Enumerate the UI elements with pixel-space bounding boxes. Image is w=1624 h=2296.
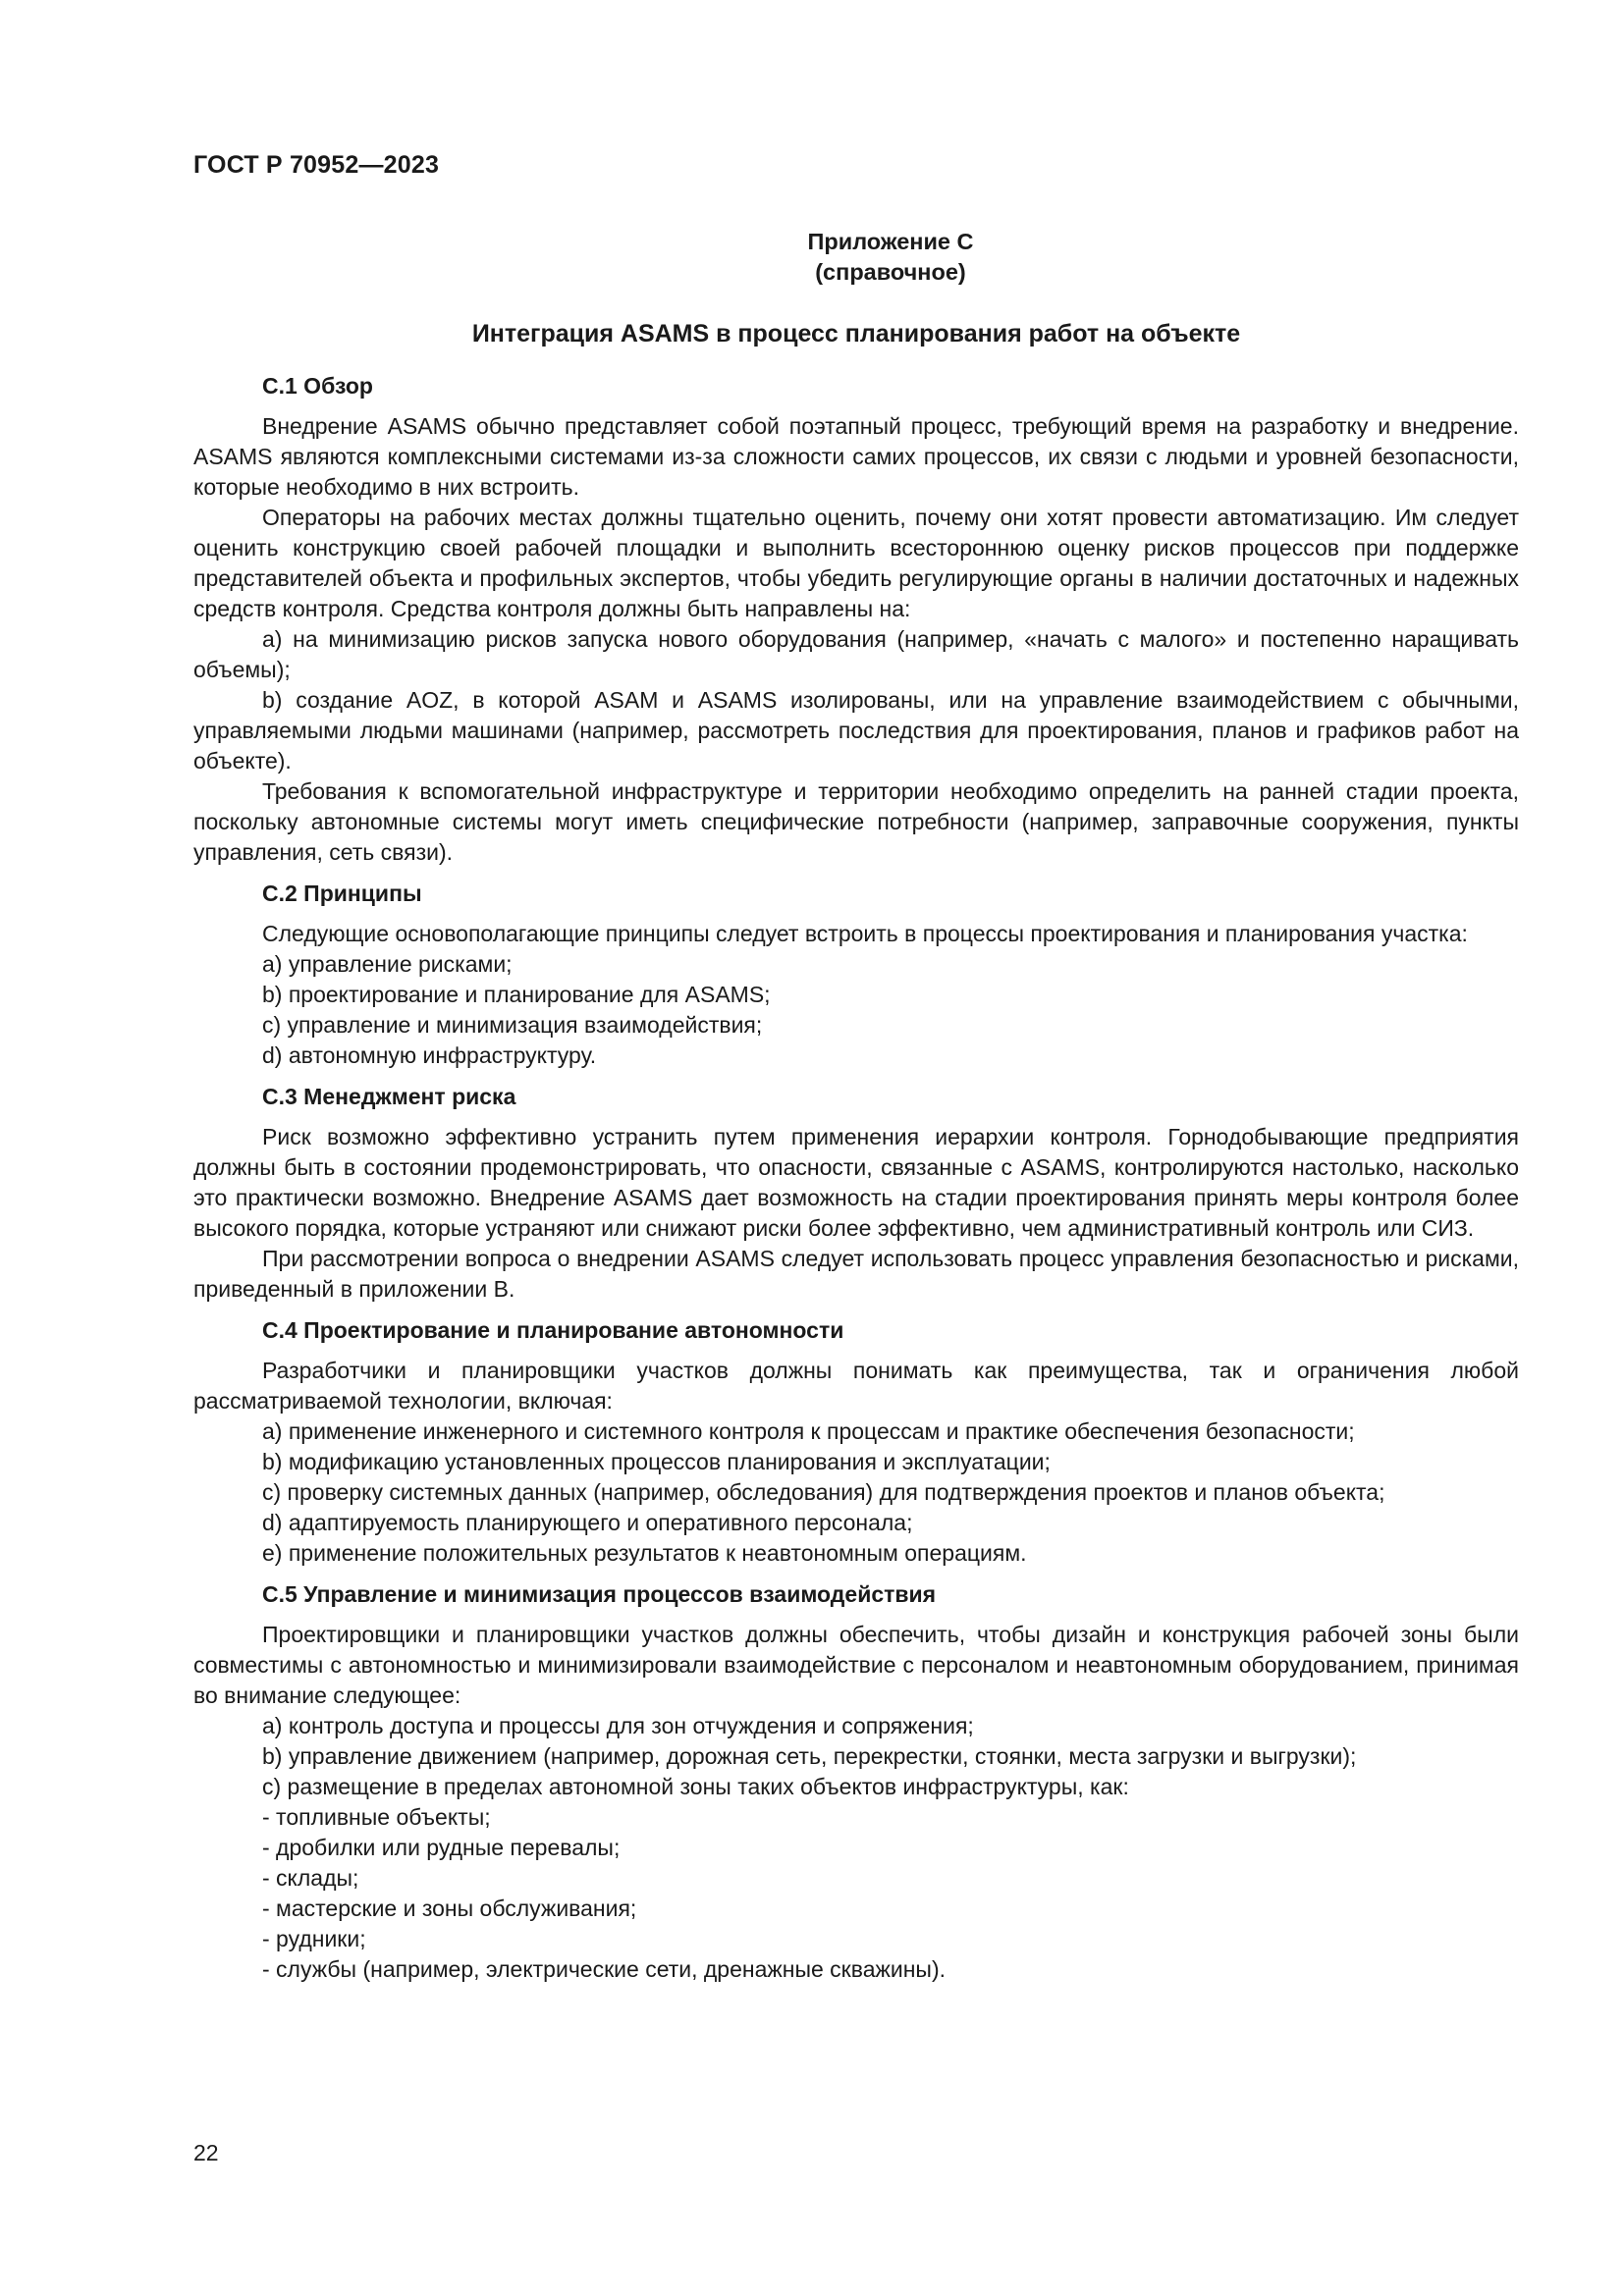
section-c3-paragraph-2: При рассмотрении вопроса о внедрении ASAMS следует использовать процесс управления безопасностью и рисками, приведенный в приложении В.	[193, 1246, 1519, 1302]
section-c5-dash-item-crushers: - дробилки или рудные перевалы;	[262, 1835, 621, 1860]
annex-label: Приложение С	[807, 229, 974, 254]
section-c5-item-b: b) управление движением (например, дорожная сеть, перекрестки, стоянки, места загрузки и выгрузки);	[262, 1743, 1357, 1769]
section-c5-title: С.5 Управление и минимизация процессов взаимодействия	[262, 1581, 937, 1607]
section-c1-item-b: b) создание AOZ, в которой ASAM и ASAMS изолированы, или на управление взаимодействием с обычными, управляемыми людьми машинами (например, рассмотреть последствия для проектирования, планов и графиков работ на объекте).	[193, 687, 1519, 774]
section-c3-title: С.3 Менеджмент риска	[262, 1084, 516, 1109]
section-c1-title: С.1 Обзор	[262, 373, 373, 399]
section-c1-paragraph-3: Требования к вспомогательной инфраструктуре и территории необходимо определить на ранней стадии проекта, поскольку автономные системы могут иметь специфические потребности (например, заправочные сооружения, пункты управления, сеть связи).	[193, 778, 1519, 865]
section-c4-title: С.4 Проектирование и планирование автономности	[262, 1317, 844, 1343]
section-c4-item-b: b) модификацию установленных процессов планирования и эксплуатации;	[262, 1449, 1051, 1474]
section-c4-item-d: d) адаптируемость планирующего и оперативного персонала;	[262, 1510, 913, 1535]
section-c5-paragraph-1: Проектировщики и планировщики участков должны обеспечить, чтобы дизайн и конструкция рабочей зоны были совместимы с автономностью и минимизировали взаимодействие с персоналом и неавтономным оборудованием, принимая во внимание следующее:	[193, 1622, 1519, 1708]
section-c2-item-c: c) управление и минимизация взаимодействия;	[262, 1012, 763, 1038]
section-c4-paragraph-1: Разработчики и планировщики участков должны понимать как преимущества, так и ограничения любой рассматриваемой технологии, включая:	[193, 1358, 1519, 1414]
section-c1-item-a: a) на минимизацию рисков запуска нового оборудования (например, «начать с малого» и постепенно наращивать объемы);	[193, 626, 1519, 682]
section-c5-dash-item-fuel: - топливные объекты;	[262, 1804, 491, 1830]
section-c2-paragraph-1: Следующие основополагающие принципы следует встроить в процессы проектирования и планирования участка:	[262, 921, 1468, 946]
page-content	[193, 227, 1519, 1985]
section-c5-dash-item-services: - службы (например, электрические сети, дренажные скважины).	[262, 1956, 947, 1982]
section-c1-paragraph-2: Операторы на рабочих местах должны тщательно оценить, почему они хотят провести автоматизацию. Им следует оценить конструкцию своей рабочей площадки и выполнить всестороннюю оценку рисков процессов при поддержке представителей объекта и профильных экспертов, чтобы убедить регулирующие органы в наличии достаточных и надежных средств контроля. Средства контроля должны быть направлены на:	[193, 505, 1519, 621]
section-c1-paragraph-1: Внедрение ASAMS обычно представляет собой поэтапный процесс, требующий время на разработку и внедрение. ASAMS являются комплексными системами из-за сложности самих процессов, их связи с людьми и уровней безопасности, которые необходимо в них встроить.	[193, 413, 1519, 500]
section-c2-title: С.2 Принципы	[262, 881, 422, 906]
annex-title: Интеграция ASAMS в процесс планирования работ на объекте	[471, 320, 1241, 347]
annex-status: (справочное)	[815, 259, 966, 285]
section-c4-item-a: a) применение инженерного и системного контроля к процессам и практике обеспечения безопасности;	[262, 1418, 1355, 1444]
section-c5-dash-item-warehouses: - склады;	[262, 1865, 359, 1891]
section-c5-item-c: c) размещение в пределах автономной зоны таких объектов инфраструктуры, как:	[262, 1774, 1129, 1799]
section-c4-item-c: c) проверку системных данных (например, обследования) для подтверждения проектов и планов объекта;	[262, 1479, 1385, 1505]
section-c2-item-a: a) управление рисками;	[262, 951, 513, 977]
section-c5-dash-item-mines: - рудники;	[262, 1926, 366, 1951]
page-number: 22	[193, 2140, 219, 2165]
section-c5-item-a: a) контроль доступа и процессы для зон отчуждения и сопряжения;	[262, 1713, 974, 1738]
section-c3-paragraph-1: Риск возможно эффективно устранить путем применения иерархии контроля. Горнодобывающие предприятия должны быть в состоянии продемонстрировать, что опасности, связанные с ASAMS, контролируются настолько, насколько это практически возможно. Внедрение ASAMS дает возможность на стадии проектирования принять меры контроля более высокого порядка, которые устраняют или снижают риски более эффективно, чем административный контроль или СИЗ.	[193, 1124, 1519, 1241]
section-c4-item-e: e) применение положительных результатов к неавтономным операциям.	[262, 1540, 1027, 1566]
section-c5-dash-item-workshops: - мастерские и зоны обслуживания;	[262, 1896, 637, 1921]
document-code: ГОСТ Р 70952—2023	[193, 151, 440, 179]
section-c2-item-b: b) проектирование и планирование для ASAMS;	[262, 982, 771, 1007]
section-c2-item-d: d) автономную инфраструктуру.	[262, 1042, 597, 1068]
